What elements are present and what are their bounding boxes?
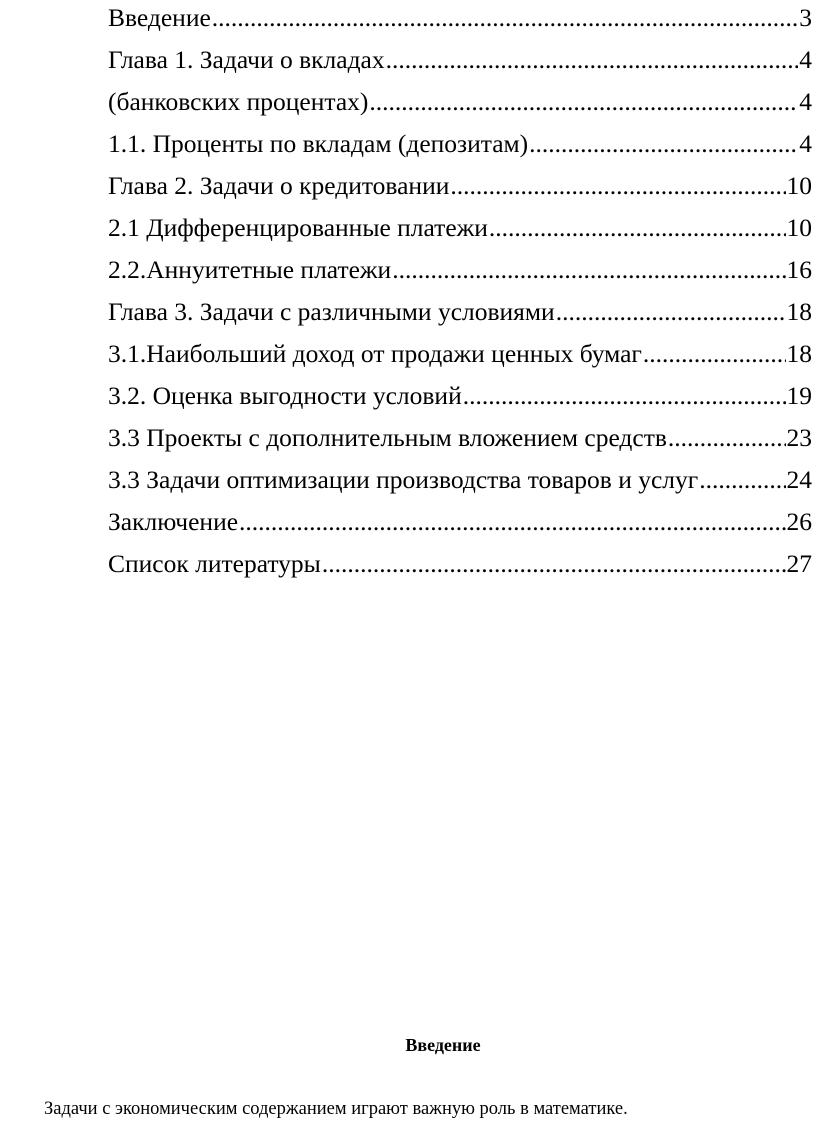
toc-entry-title: (банковских процентах) xyxy=(108,88,369,116)
toc-entry-title: 2.2.Аннуитетные платежи xyxy=(108,256,392,284)
toc-entry-page: 16 xyxy=(786,256,812,284)
toc-entry-page: 19 xyxy=(786,382,812,410)
toc-entry-title: 3.3 Задачи оптимизации производства товаров и услуг xyxy=(108,466,699,494)
toc-leader xyxy=(463,382,786,410)
toc-entry[interactable] xyxy=(108,466,812,508)
toc-entry-title: 3.3 Проекты с дополнительным вложением средств xyxy=(108,424,667,452)
toc-entry[interactable] xyxy=(108,256,812,298)
toc-entry-page: 27 xyxy=(786,550,812,578)
toc-leader xyxy=(239,508,785,536)
toc-entry[interactable] xyxy=(108,88,812,130)
toc-entry-page: 24 xyxy=(786,466,812,494)
toc-entry[interactable] xyxy=(108,550,812,592)
section-heading: Введение xyxy=(405,1035,481,1055)
toc-leader xyxy=(699,466,785,494)
toc-entry[interactable] xyxy=(108,508,812,550)
toc-entry-page: 10 xyxy=(786,214,812,242)
toc-entry-page: 4 xyxy=(799,88,812,116)
toc-entry[interactable] xyxy=(108,214,812,256)
toc-entry-page: 23 xyxy=(786,424,812,452)
toc-leader xyxy=(392,256,785,284)
toc-entry-title: Заключение xyxy=(108,508,239,536)
toc-entry-title: Глава 1. Задачи о вкладах xyxy=(108,46,385,74)
toc-entry[interactable] xyxy=(108,424,812,466)
body-paragraph: Задачи с экономическим содержанием играют важную роль в математике. xyxy=(44,1099,628,1119)
toc-leader xyxy=(450,172,785,200)
toc-entry-title: 3.2. Оценка выгодности условий xyxy=(108,382,462,410)
toc-entry-page: 10 xyxy=(786,172,812,200)
toc-leader xyxy=(386,46,799,74)
toc-entry-title: Глава 3. Задачи с различными условиями xyxy=(108,298,555,326)
toc-entry-title: Список литературы xyxy=(108,550,321,578)
toc-leader xyxy=(322,550,786,578)
toc-leader xyxy=(643,340,786,368)
toc-entry-page: 26 xyxy=(786,508,812,536)
toc-entry-title: 2.1 Дифференцированные платежи xyxy=(108,214,488,242)
toc-entry-page: 18 xyxy=(786,298,812,326)
toc-entry[interactable] xyxy=(108,172,812,214)
toc-entry[interactable] xyxy=(108,4,812,46)
toc-entry-title: Введение xyxy=(108,4,211,32)
toc-entry-title: 3.1.Наибольший доход от продажи ценных бумаг xyxy=(108,340,642,368)
table-of-contents xyxy=(108,0,812,592)
toc-leader xyxy=(212,4,798,32)
toc-leader xyxy=(556,298,786,326)
toc-entry[interactable] xyxy=(108,382,812,424)
toc-entry[interactable] xyxy=(108,298,812,340)
toc-entry-page: 18 xyxy=(786,340,812,368)
toc-entry[interactable] xyxy=(108,340,812,382)
toc-leader xyxy=(489,214,786,242)
toc-entry-title: Глава 2. Задачи о кредитовании xyxy=(108,172,450,200)
toc-entry-page: 4 xyxy=(799,130,812,158)
toc-entry[interactable] xyxy=(108,130,812,172)
toc-entry[interactable] xyxy=(108,46,812,88)
toc-entry-page: 3 xyxy=(799,4,812,32)
toc-leader xyxy=(668,424,786,452)
toc-leader xyxy=(529,130,798,158)
toc-leader xyxy=(369,88,798,116)
toc-entry-title: 1.1. Проценты по вкладам (депозитам) xyxy=(108,130,529,158)
toc-entry-page: 4 xyxy=(799,46,812,74)
